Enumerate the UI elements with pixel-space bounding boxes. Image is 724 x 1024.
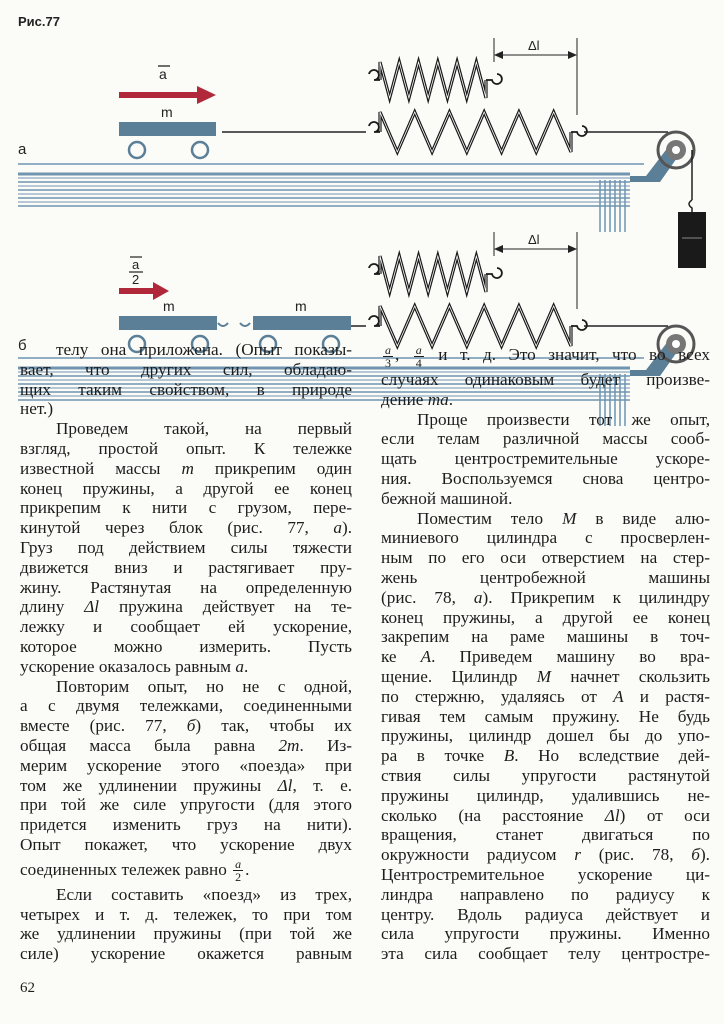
text-line: эта сила сообщает телу центростре-: [381, 944, 710, 964]
text-segment: (рис. 78,: [580, 845, 692, 865]
text-line: Опыт покажет, что ускорение двух: [20, 834, 352, 854]
cart: [119, 122, 216, 158]
text-line: [381, 667, 710, 687]
text-line: конец пружины, а другой ее конец: [20, 478, 352, 498]
text-segment: сколько (на расстояние: [381, 805, 605, 825]
fraction-denominator: 2: [235, 870, 242, 885]
delta-l-label: Δl: [528, 38, 540, 53]
text-line: [381, 509, 710, 529]
delta-l-marker: [494, 38, 577, 115]
math-symbol: r: [574, 845, 581, 865]
text-segment: ) так, чтобы их: [195, 716, 352, 736]
mass-label: m: [295, 298, 307, 314]
text-line: [20, 776, 352, 796]
text-line: вает, что других сил, обладаю-: [20, 359, 352, 379]
math-symbol: б: [186, 716, 196, 736]
text-segment: Поместим тело: [417, 508, 563, 528]
text-line: лежку и сообщает ей ускорение,: [20, 617, 352, 637]
text-segment: (рис. 78,: [381, 587, 474, 607]
text-line: если телам различной массы сооб-: [381, 429, 710, 449]
text-segment: ). Прикрепим к цилиндру: [482, 587, 710, 607]
text-segment: щение. Цилиндр: [381, 666, 537, 686]
text-line: Повторим опыт, но не с одной,: [56, 676, 352, 696]
text-segment: ускорение оказалось равным: [20, 656, 236, 676]
fraction-numerator: a: [415, 342, 422, 357]
text-segment: в виде алю-: [576, 508, 710, 528]
text-segment: ,: [395, 345, 412, 364]
panel-a: [18, 38, 706, 268]
text-line: закрепим на раме машины в точ-: [381, 627, 710, 647]
acceleration-label: a: [159, 66, 167, 82]
text-segment: .: [448, 389, 454, 409]
text-segment: соединенных тележек равно: [20, 859, 232, 879]
text-line: жень центробежной машины: [381, 567, 710, 587]
text-segment: начнет скользить: [551, 666, 710, 686]
text-segment: пружина действует на те-: [99, 597, 352, 617]
math-symbol: А: [420, 647, 432, 667]
text-line: конец пружины, а другой ее конец: [381, 607, 710, 627]
math-symbol: 2m: [278, 735, 300, 755]
text-segment: .: [243, 656, 249, 676]
fraction-numerator: a: [235, 857, 242, 872]
text-line: четырех и т. д. тележек, то при том: [20, 904, 352, 924]
text-line: Если составить «поезд» из трех,: [56, 884, 352, 904]
text-line: придется изменить груз на нити).: [20, 815, 352, 835]
text-segment: .: [245, 859, 250, 879]
text-segment: . Из-: [299, 735, 352, 755]
text-line: [381, 647, 710, 667]
text-line: [381, 390, 710, 410]
weight: [678, 200, 706, 268]
text-segment: том же удлинении пружины: [20, 775, 278, 795]
acceleration-fraction-num: a: [132, 257, 140, 272]
text-line: [20, 518, 352, 538]
text-line: центру. Вдоль радиуса действует и: [381, 904, 710, 924]
text-line: [381, 746, 710, 766]
fraction-numerator: a: [385, 342, 391, 357]
text-line: вращения, станет двигаться по: [381, 825, 710, 845]
math-symbol: В: [503, 746, 515, 766]
text-column-right: [381, 340, 710, 964]
text-line: нет.): [20, 399, 54, 419]
text-line: случаях одинаковым будет произве-: [381, 370, 710, 389]
text-line: пружины, цилиндр дошел бы до упо-: [381, 726, 710, 746]
text-line: [381, 845, 710, 865]
text-segment: прикрепим один: [193, 458, 352, 478]
text-line: миниевого цилиндра с просверлен-: [381, 528, 710, 548]
text-line: которое можно измерить. Пусть: [20, 636, 352, 656]
text-segment: ).: [699, 845, 710, 865]
text-segment: ра в точке: [381, 746, 504, 766]
text-line: Груз под действием силы тяжести: [20, 537, 352, 557]
text-segment: общая масса была равна: [20, 735, 279, 755]
text-line: [381, 687, 710, 707]
math-symbol: М: [536, 666, 552, 686]
fraction: [233, 858, 243, 883]
text-line: ствия силы упругости растянутой: [381, 765, 710, 785]
text-line: ния. Воспользуемся снова центро-: [381, 468, 710, 488]
math-symbol: А: [613, 686, 624, 706]
text-line: гивая тем самым пружину. Не будь: [381, 706, 710, 726]
text-line: линдра направлено по радиусу к: [381, 884, 710, 904]
text-segment: и растя-: [623, 686, 710, 706]
text-line: [381, 588, 710, 608]
text-line: [20, 459, 352, 479]
text-line: Центростремительное ускорение ци-: [381, 864, 710, 884]
track: [18, 164, 644, 232]
text-line: бежной машиной.: [381, 488, 513, 508]
spring-stretched: [369, 112, 587, 152]
text-segment: ке: [381, 647, 421, 667]
text-segment: известной массы: [20, 458, 182, 478]
text-line: же удлинении пружины (при той же: [20, 924, 352, 944]
fraction-denominator: 3: [385, 355, 391, 370]
acceleration-arrow: [119, 282, 169, 300]
math-symbol: б: [691, 845, 700, 865]
acceleration-arrow: [119, 86, 216, 104]
text-segment: кинутой через блок (рис. 77,: [20, 518, 334, 538]
text-line: жину. Растянутая на определенную: [20, 577, 352, 597]
text-line: сила упругости пружины. Именно: [381, 924, 710, 944]
text-line: движется вниз и растягивает пру-: [20, 557, 352, 577]
text-line: [20, 855, 352, 885]
text-line: [20, 597, 352, 617]
text-segment: вместе (рис. 77,: [20, 716, 187, 736]
text-segment: ).: [341, 518, 352, 538]
text-line: щать центростремительные ускоре-: [381, 449, 710, 469]
panel-a-label: а: [18, 141, 27, 158]
math-symbol: Δl: [84, 597, 100, 617]
text-line: а с двумя тележками, соединенными: [20, 696, 352, 716]
text-line: [20, 657, 352, 677]
text-line: взгляд, простой опыт. К тележке: [20, 438, 352, 458]
text-segment: окружности радиусом: [381, 845, 575, 865]
fraction-denominator: 4: [415, 355, 422, 370]
text-line: [381, 340, 710, 370]
text-line: пружины цилиндр, удалившись не-: [381, 785, 710, 805]
math-symbol: а: [235, 656, 244, 676]
page-number: 62: [20, 980, 35, 996]
math-symbol: m: [181, 458, 194, 478]
text-line: [20, 716, 352, 736]
math-symbol: М: [562, 508, 577, 528]
mass-label: m: [163, 298, 175, 314]
text-column-left: [20, 340, 352, 964]
text-line: при той же силе упругости (для этого: [20, 795, 352, 815]
text-line: [381, 806, 710, 826]
text-line: щих таким свойством, в природе: [20, 379, 352, 399]
text-segment: и т. д. Это значит, что во всех: [425, 345, 710, 364]
text-line: телу она приложена. (Опыт показы-: [56, 340, 352, 359]
spring-relaxed: [369, 62, 502, 98]
mass-label: m: [161, 104, 173, 120]
text-segment: . Но вследствие дей-: [514, 746, 711, 766]
text-line: Проведем такой, на первый: [56, 419, 352, 439]
text-segment: по стержню, удаляясь от: [381, 686, 614, 706]
math-symbol: ma: [427, 389, 449, 409]
text-line: [20, 736, 352, 756]
text-segment: ) от оси: [619, 805, 710, 825]
text-segment: дение: [381, 389, 428, 409]
delta-l-label: Δl: [528, 232, 540, 247]
text-line: прикрепим к нити с грузом, пере-: [20, 498, 352, 518]
text-line: силе) ускорение окажется равным: [20, 944, 352, 964]
coupler: [218, 323, 250, 326]
math-symbol: Δl: [604, 805, 620, 825]
panel-b-label: б: [18, 337, 27, 354]
fraction: [383, 344, 393, 369]
text-line: мерим ускорение этого «поезда» при: [20, 755, 352, 775]
math-symbol: а: [333, 518, 342, 538]
math-symbol: Δl: [277, 775, 293, 795]
figure-caption: Рис.77: [18, 14, 60, 29]
delta-l-marker: [494, 232, 577, 309]
text-line: ным по его оси отверстием на стер-: [381, 548, 710, 568]
math-symbol: а: [473, 587, 483, 607]
acceleration-fraction-den: 2: [132, 272, 140, 287]
fraction: [414, 344, 424, 369]
text-segment: длину: [20, 597, 85, 617]
text-segment: , т. е.: [292, 775, 352, 795]
pulley: [630, 132, 694, 200]
spring-relaxed: [369, 256, 502, 292]
text-segment: . Приведем машину во вра-: [431, 647, 710, 667]
text-line: Проще произвести тот же опыт,: [417, 409, 710, 429]
